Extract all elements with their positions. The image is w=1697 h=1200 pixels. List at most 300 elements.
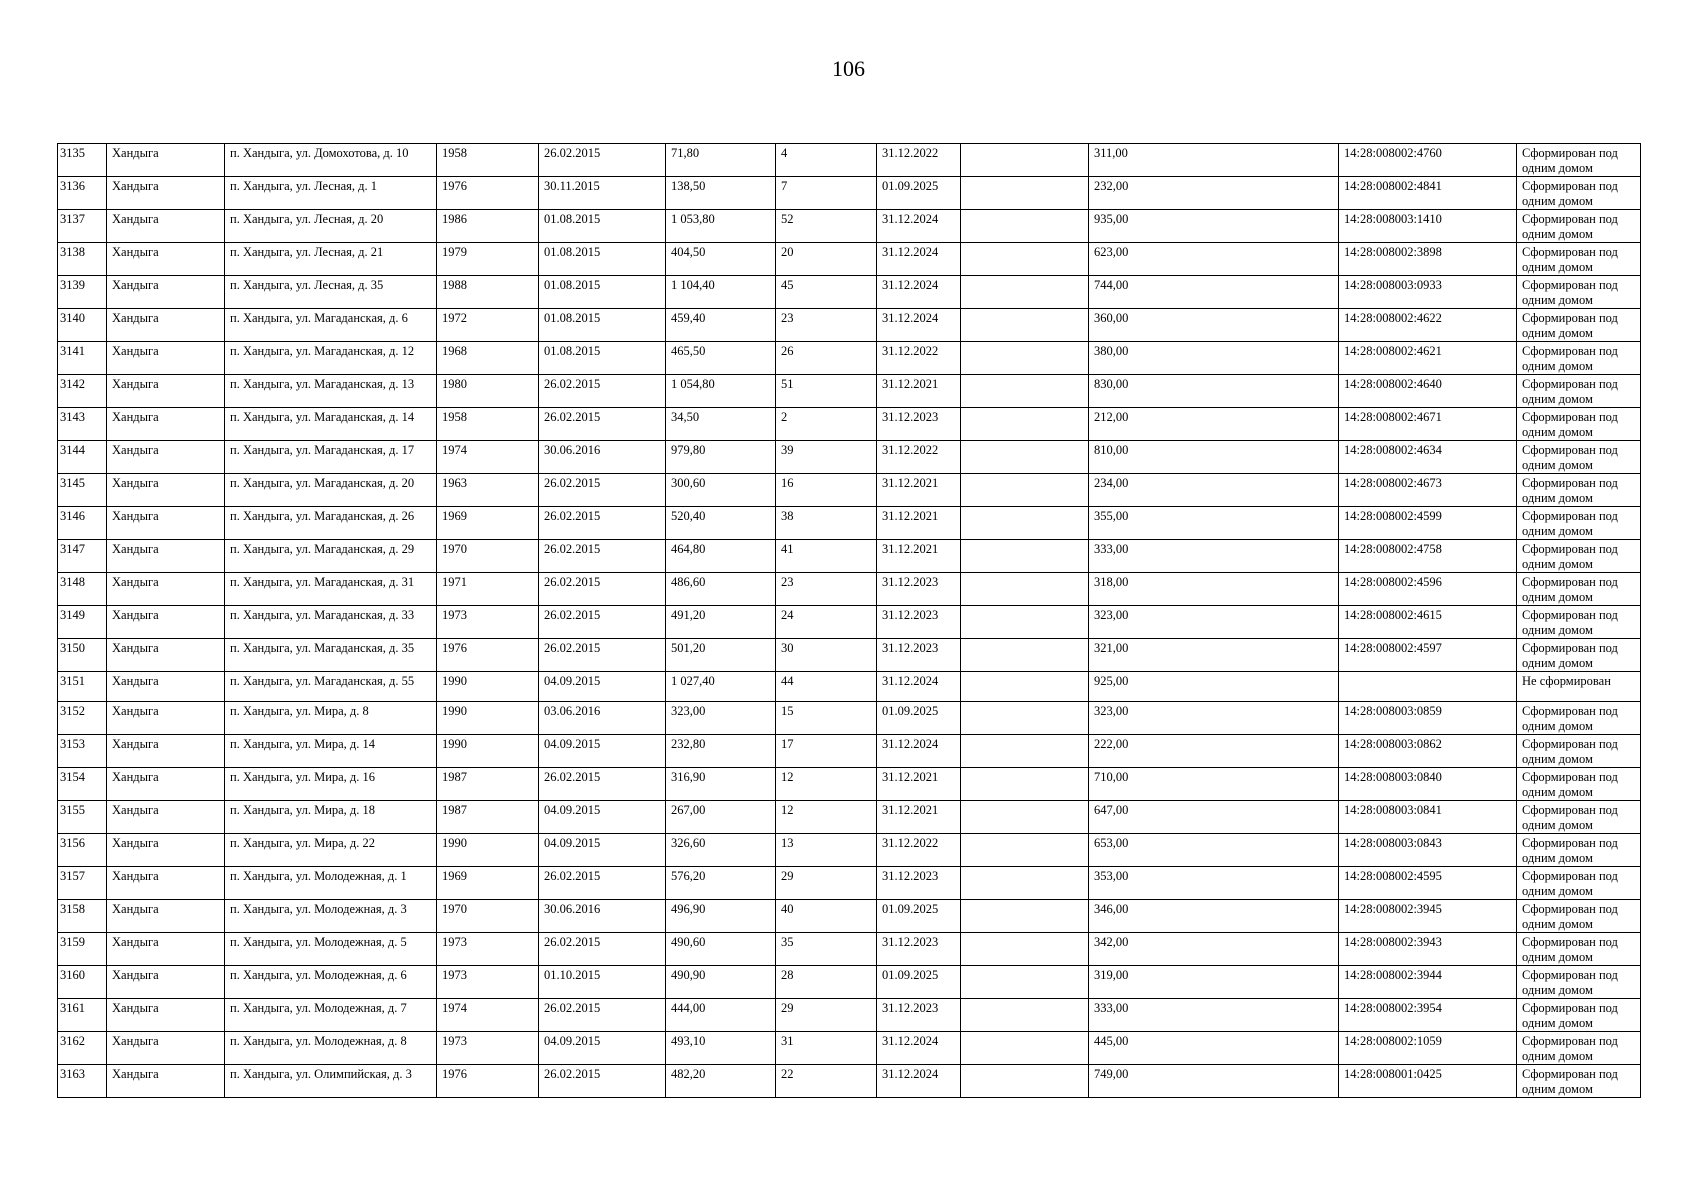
cell-build-year: 1990	[437, 672, 539, 702]
table-row	[58, 933, 1641, 966]
cell-build-year: 1980	[437, 375, 539, 408]
cell-build-year: 1976	[437, 177, 539, 210]
table-row	[58, 702, 1641, 735]
cell-area: 1 053,80	[666, 210, 776, 243]
cell-registration-date: 26.02.2015	[539, 768, 666, 801]
cell-land-status: Сформирован под одним домом	[1517, 702, 1641, 735]
cell-address: п. Хандыга, ул. Магаданская, д. 55	[225, 672, 437, 702]
cell-land-area: 323,00	[1089, 606, 1339, 639]
cell-area: 491,20	[666, 606, 776, 639]
cell-address: п. Хандыга, ул. Молодежная, д. 8	[225, 1032, 437, 1065]
cell-cadastral-number: 14:28:008003:1410	[1339, 210, 1517, 243]
cell-residents-count: 22	[776, 1065, 877, 1098]
cell-locality: Хандыга	[107, 834, 225, 867]
cell-area: 501,20	[666, 639, 776, 672]
cell-locality: Хандыга	[107, 342, 225, 375]
housing-registry-table	[57, 143, 1641, 1098]
cell-area: 326,60	[666, 834, 776, 867]
cell-blank-field	[961, 177, 1089, 210]
cell-build-year: 1973	[437, 606, 539, 639]
table-row	[58, 900, 1641, 933]
cell-land-area: 380,00	[1089, 342, 1339, 375]
cell-build-year: 1970	[437, 900, 539, 933]
cell-land-status: Сформирован под одним домом	[1517, 639, 1641, 672]
cell-deadline-date: 31.12.2024	[877, 735, 961, 768]
table-row	[58, 834, 1641, 867]
table-row	[58, 867, 1641, 900]
table-row	[58, 210, 1641, 243]
cell-registration-date: 26.02.2015	[539, 1065, 666, 1098]
cell-locality: Хандыга	[107, 639, 225, 672]
cell-locality: Хандыга	[107, 408, 225, 441]
cell-build-year: 1971	[437, 573, 539, 606]
cell-record-number: 3154	[58, 768, 107, 801]
cell-build-year: 1969	[437, 867, 539, 900]
cell-land-status: Сформирован под одним домом	[1517, 834, 1641, 867]
cell-record-number: 3136	[58, 177, 107, 210]
cell-deadline-date: 31.12.2023	[877, 408, 961, 441]
cell-registration-date: 26.02.2015	[539, 474, 666, 507]
cell-cadastral-number: 14:28:008002:3943	[1339, 933, 1517, 966]
cell-area: 490,60	[666, 933, 776, 966]
cell-blank-field	[961, 210, 1089, 243]
cell-locality: Хандыга	[107, 441, 225, 474]
cell-build-year: 1979	[437, 243, 539, 276]
cell-deadline-date: 31.12.2023	[877, 639, 961, 672]
table-body	[58, 144, 1641, 1098]
cell-registration-date: 26.02.2015	[539, 639, 666, 672]
cell-blank-field	[961, 243, 1089, 276]
cell-build-year: 1990	[437, 735, 539, 768]
cell-record-number: 3137	[58, 210, 107, 243]
cell-land-area: 323,00	[1089, 702, 1339, 735]
cell-registration-date: 04.09.2015	[539, 672, 666, 702]
cell-registration-date: 04.09.2015	[539, 1032, 666, 1065]
cell-area: 1 054,80	[666, 375, 776, 408]
cell-land-status: Сформирован под одним домом	[1517, 801, 1641, 834]
cell-build-year: 1990	[437, 702, 539, 735]
cell-registration-date: 26.02.2015	[539, 375, 666, 408]
cell-land-area: 749,00	[1089, 1065, 1339, 1098]
cell-land-area: 360,00	[1089, 309, 1339, 342]
cell-land-status: Сформирован под одним домом	[1517, 1065, 1641, 1098]
cell-land-area: 212,00	[1089, 408, 1339, 441]
cell-cadastral-number: 14:28:008002:3945	[1339, 900, 1517, 933]
cell-land-status: Сформирован под одним домом	[1517, 900, 1641, 933]
cell-locality: Хандыга	[107, 1032, 225, 1065]
table-row	[58, 243, 1641, 276]
cell-land-area: 445,00	[1089, 1032, 1339, 1065]
cell-residents-count: 12	[776, 801, 877, 834]
cell-residents-count: 51	[776, 375, 877, 408]
cell-land-status: Сформирован под одним домом	[1517, 933, 1641, 966]
cell-deadline-date: 31.12.2022	[877, 441, 961, 474]
cell-blank-field	[961, 801, 1089, 834]
cell-registration-date: 26.02.2015	[539, 573, 666, 606]
cell-registration-date: 01.08.2015	[539, 243, 666, 276]
cell-address: п. Хандыга, ул. Лесная, д. 20	[225, 210, 437, 243]
cell-blank-field	[961, 408, 1089, 441]
cell-residents-count: 13	[776, 834, 877, 867]
cell-area: 138,50	[666, 177, 776, 210]
table-row	[58, 408, 1641, 441]
cell-address: п. Хандыга, ул. Лесная, д. 21	[225, 243, 437, 276]
cell-record-number: 3161	[58, 999, 107, 1032]
cell-land-area: 810,00	[1089, 441, 1339, 474]
cell-land-status: Сформирован под одним домом	[1517, 441, 1641, 474]
cell-locality: Хандыга	[107, 375, 225, 408]
cell-address: п. Хандыга, ул. Мира, д. 16	[225, 768, 437, 801]
cell-residents-count: 45	[776, 276, 877, 309]
cell-land-area: 355,00	[1089, 507, 1339, 540]
cell-land-area: 321,00	[1089, 639, 1339, 672]
cell-land-status: Сформирован под одним домом	[1517, 606, 1641, 639]
cell-build-year: 1958	[437, 408, 539, 441]
cell-record-number: 3145	[58, 474, 107, 507]
cell-locality: Хандыга	[107, 540, 225, 573]
cell-land-status: Сформирован под одним домом	[1517, 1032, 1641, 1065]
cell-residents-count: 40	[776, 900, 877, 933]
cell-land-area: 744,00	[1089, 276, 1339, 309]
cell-area: 464,80	[666, 540, 776, 573]
cell-registration-date: 03.06.2016	[539, 702, 666, 735]
cell-blank-field	[961, 867, 1089, 900]
cell-deadline-date: 31.12.2023	[877, 867, 961, 900]
cell-deadline-date: 01.09.2025	[877, 966, 961, 999]
cell-build-year: 1986	[437, 210, 539, 243]
cell-land-area: 333,00	[1089, 999, 1339, 1032]
cell-area: 482,20	[666, 1065, 776, 1098]
cell-address: п. Хандыга, ул. Магаданская, д. 26	[225, 507, 437, 540]
table-row	[58, 639, 1641, 672]
cell-cadastral-number: 14:28:008003:0862	[1339, 735, 1517, 768]
cell-record-number: 3144	[58, 441, 107, 474]
cell-land-area: 318,00	[1089, 573, 1339, 606]
cell-address: п. Хандыга, ул. Магаданская, д. 33	[225, 606, 437, 639]
cell-land-area: 232,00	[1089, 177, 1339, 210]
cell-residents-count: 30	[776, 639, 877, 672]
cell-land-area: 311,00	[1089, 144, 1339, 177]
cell-address: п. Хандыга, ул. Магаданская, д. 31	[225, 573, 437, 606]
cell-residents-count: 41	[776, 540, 877, 573]
cell-record-number: 3157	[58, 867, 107, 900]
cell-area: 316,90	[666, 768, 776, 801]
cell-residents-count: 23	[776, 309, 877, 342]
cell-registration-date: 01.08.2015	[539, 276, 666, 309]
cell-land-status: Сформирован под одним домом	[1517, 144, 1641, 177]
cell-locality: Хандыга	[107, 1065, 225, 1098]
table-row	[58, 999, 1641, 1032]
cell-deadline-date: 31.12.2023	[877, 999, 961, 1032]
cell-blank-field	[961, 672, 1089, 702]
cell-deadline-date: 31.12.2024	[877, 309, 961, 342]
cell-registration-date: 26.02.2015	[539, 999, 666, 1032]
cell-build-year: 1976	[437, 639, 539, 672]
cell-deadline-date: 31.12.2024	[877, 1065, 961, 1098]
cell-blank-field	[961, 702, 1089, 735]
cell-deadline-date: 31.12.2024	[877, 243, 961, 276]
cell-area: 444,00	[666, 999, 776, 1032]
cell-build-year: 1969	[437, 507, 539, 540]
cell-blank-field	[961, 639, 1089, 672]
cell-area: 34,50	[666, 408, 776, 441]
cell-area: 1 104,40	[666, 276, 776, 309]
cell-record-number: 3147	[58, 540, 107, 573]
cell-registration-date: 01.08.2015	[539, 210, 666, 243]
cell-registration-date: 26.02.2015	[539, 144, 666, 177]
cell-deadline-date: 31.12.2022	[877, 834, 961, 867]
cell-area: 576,20	[666, 867, 776, 900]
cell-area: 323,00	[666, 702, 776, 735]
cell-cadastral-number: 14:28:008002:4595	[1339, 867, 1517, 900]
cell-residents-count: 44	[776, 672, 877, 702]
cell-area: 459,40	[666, 309, 776, 342]
cell-registration-date: 26.02.2015	[539, 933, 666, 966]
cell-record-number: 3141	[58, 342, 107, 375]
cell-land-status: Сформирован под одним домом	[1517, 375, 1641, 408]
cell-deadline-date: 31.12.2021	[877, 375, 961, 408]
cell-blank-field	[961, 507, 1089, 540]
cell-locality: Хандыга	[107, 999, 225, 1032]
cell-cadastral-number: 14:28:008003:0843	[1339, 834, 1517, 867]
cell-residents-count: 39	[776, 441, 877, 474]
cell-area: 493,10	[666, 1032, 776, 1065]
cell-land-status: Сформирован под одним домом	[1517, 408, 1641, 441]
cell-cadastral-number: 14:28:008002:4615	[1339, 606, 1517, 639]
cell-deadline-date: 31.12.2024	[877, 210, 961, 243]
cell-residents-count: 15	[776, 702, 877, 735]
cell-blank-field	[961, 540, 1089, 573]
cell-deadline-date: 31.12.2023	[877, 573, 961, 606]
cell-land-area: 319,00	[1089, 966, 1339, 999]
cell-cadastral-number: 14:28:008002:4634	[1339, 441, 1517, 474]
cell-cadastral-number: 14:28:008002:3898	[1339, 243, 1517, 276]
cell-area: 404,50	[666, 243, 776, 276]
cell-deadline-date: 31.12.2021	[877, 801, 961, 834]
cell-build-year: 1990	[437, 834, 539, 867]
cell-address: п. Хандыга, ул. Молодежная, д. 3	[225, 900, 437, 933]
cell-land-area: 830,00	[1089, 375, 1339, 408]
cell-record-number: 3139	[58, 276, 107, 309]
cell-record-number: 3151	[58, 672, 107, 702]
cell-registration-date: 30.11.2015	[539, 177, 666, 210]
cell-blank-field	[961, 834, 1089, 867]
cell-registration-date: 01.08.2015	[539, 309, 666, 342]
cell-record-number: 3152	[58, 702, 107, 735]
cell-build-year: 1972	[437, 309, 539, 342]
cell-residents-count: 29	[776, 867, 877, 900]
cell-record-number: 3159	[58, 933, 107, 966]
table-row	[58, 309, 1641, 342]
cell-deadline-date: 31.12.2023	[877, 606, 961, 639]
cell-land-status: Сформирован под одним домом	[1517, 735, 1641, 768]
cell-blank-field	[961, 474, 1089, 507]
cell-land-area: 925,00	[1089, 672, 1339, 702]
cell-locality: Хандыга	[107, 474, 225, 507]
table-row	[58, 177, 1641, 210]
page-number: 106	[832, 56, 865, 81]
cell-residents-count: 26	[776, 342, 877, 375]
cell-land-status: Сформирован под одним домом	[1517, 540, 1641, 573]
cell-cadastral-number: 14:28:008001:0425	[1339, 1065, 1517, 1098]
cell-land-status: Сформирован под одним домом	[1517, 177, 1641, 210]
cell-cadastral-number: 14:28:008003:0933	[1339, 276, 1517, 309]
cell-residents-count: 52	[776, 210, 877, 243]
cell-address: п. Хандыга, ул. Магаданская, д. 13	[225, 375, 437, 408]
cell-land-status: Сформирован под одним домом	[1517, 243, 1641, 276]
cell-record-number: 3158	[58, 900, 107, 933]
cell-area: 490,90	[666, 966, 776, 999]
cell-deadline-date: 31.12.2024	[877, 1032, 961, 1065]
table-row	[58, 507, 1641, 540]
cell-land-status: Сформирован под одним домом	[1517, 867, 1641, 900]
cell-record-number: 3138	[58, 243, 107, 276]
cell-cadastral-number: 14:28:008003:0859	[1339, 702, 1517, 735]
cell-blank-field	[961, 1065, 1089, 1098]
cell-land-status: Сформирован под одним домом	[1517, 507, 1641, 540]
table-row	[58, 474, 1641, 507]
cell-address: п. Хандыга, ул. Лесная, д. 35	[225, 276, 437, 309]
cell-address: п. Хандыга, ул. Мира, д. 8	[225, 702, 437, 735]
cell-record-number: 3150	[58, 639, 107, 672]
cell-land-status: Сформирован под одним домом	[1517, 276, 1641, 309]
cell-cadastral-number: 14:28:008002:4596	[1339, 573, 1517, 606]
cell-area: 465,50	[666, 342, 776, 375]
cell-blank-field	[961, 342, 1089, 375]
cell-locality: Хандыга	[107, 507, 225, 540]
cell-locality: Хандыга	[107, 672, 225, 702]
cell-address: п. Хандыга, ул. Мира, д. 14	[225, 735, 437, 768]
cell-land-area: 653,00	[1089, 834, 1339, 867]
table-row	[58, 735, 1641, 768]
cell-record-number: 3155	[58, 801, 107, 834]
cell-land-area: 935,00	[1089, 210, 1339, 243]
cell-land-area: 234,00	[1089, 474, 1339, 507]
cell-build-year: 1987	[437, 801, 539, 834]
cell-record-number: 3143	[58, 408, 107, 441]
cell-record-number: 3162	[58, 1032, 107, 1065]
cell-build-year: 1973	[437, 933, 539, 966]
cell-locality: Хандыга	[107, 210, 225, 243]
cell-land-status: Сформирован под одним домом	[1517, 999, 1641, 1032]
cell-residents-count: 16	[776, 474, 877, 507]
cell-residents-count: 24	[776, 606, 877, 639]
cell-record-number: 3140	[58, 309, 107, 342]
cell-residents-count: 20	[776, 243, 877, 276]
cell-land-status: Сформирован под одним домом	[1517, 966, 1641, 999]
cell-land-area: 353,00	[1089, 867, 1339, 900]
table-row	[58, 801, 1641, 834]
cell-registration-date: 26.02.2015	[539, 606, 666, 639]
cell-residents-count: 28	[776, 966, 877, 999]
cell-locality: Хандыга	[107, 276, 225, 309]
cell-build-year: 1987	[437, 768, 539, 801]
cell-registration-date: 30.06.2016	[539, 441, 666, 474]
cell-residents-count: 23	[776, 573, 877, 606]
cell-deadline-date: 01.09.2025	[877, 900, 961, 933]
cell-registration-date: 04.09.2015	[539, 735, 666, 768]
table-row	[58, 672, 1641, 702]
cell-land-area: 342,00	[1089, 933, 1339, 966]
cell-cadastral-number: 14:28:008002:4597	[1339, 639, 1517, 672]
cell-locality: Хандыга	[107, 606, 225, 639]
cell-area: 520,40	[666, 507, 776, 540]
cell-address: п. Хандыга, ул. Магаданская, д. 17	[225, 441, 437, 474]
cell-cadastral-number: 14:28:008002:4673	[1339, 474, 1517, 507]
cell-residents-count: 2	[776, 408, 877, 441]
cell-area: 300,60	[666, 474, 776, 507]
cell-cadastral-number: 14:28:008002:4640	[1339, 375, 1517, 408]
cell-area: 486,60	[666, 573, 776, 606]
cell-build-year: 1976	[437, 1065, 539, 1098]
cell-locality: Хандыга	[107, 309, 225, 342]
cell-cadastral-number: 14:28:008002:3954	[1339, 999, 1517, 1032]
cell-address: п. Хандыга, ул. Домохотова, д. 10	[225, 144, 437, 177]
cell-record-number: 3146	[58, 507, 107, 540]
cell-build-year: 1958	[437, 144, 539, 177]
cell-residents-count: 38	[776, 507, 877, 540]
table-row	[58, 540, 1641, 573]
cell-blank-field	[961, 1032, 1089, 1065]
cell-deadline-date: 31.12.2024	[877, 672, 961, 702]
cell-record-number: 3135	[58, 144, 107, 177]
cell-cadastral-number: 14:28:008002:3944	[1339, 966, 1517, 999]
cell-address: п. Хандыга, ул. Магаданская, д. 35	[225, 639, 437, 672]
cell-address: п. Хандыга, ул. Магаданская, д. 14	[225, 408, 437, 441]
cell-locality: Хандыга	[107, 702, 225, 735]
cell-area: 232,80	[666, 735, 776, 768]
cell-record-number: 3163	[58, 1065, 107, 1098]
cell-land-status: Сформирован под одним домом	[1517, 768, 1641, 801]
cell-area: 979,80	[666, 441, 776, 474]
cell-blank-field	[961, 735, 1089, 768]
cell-blank-field	[961, 900, 1089, 933]
cell-blank-field	[961, 276, 1089, 309]
cell-area: 71,80	[666, 144, 776, 177]
table-row	[58, 573, 1641, 606]
cell-address: п. Хандыга, ул. Магаданская, д. 29	[225, 540, 437, 573]
cell-land-area: 333,00	[1089, 540, 1339, 573]
cell-residents-count: 4	[776, 144, 877, 177]
cell-registration-date: 04.09.2015	[539, 801, 666, 834]
cell-locality: Хандыга	[107, 801, 225, 834]
cell-locality: Хандыга	[107, 900, 225, 933]
cell-land-status: Сформирован под одним домом	[1517, 309, 1641, 342]
cell-build-year: 1974	[437, 441, 539, 474]
cell-locality: Хандыга	[107, 144, 225, 177]
cell-address: п. Хандыга, ул. Олимпийская, д. 3	[225, 1065, 437, 1098]
table-row	[58, 276, 1641, 309]
cell-land-status: Сформирован под одним домом	[1517, 573, 1641, 606]
cell-cadastral-number: 14:28:008002:4758	[1339, 540, 1517, 573]
cell-residents-count: 7	[776, 177, 877, 210]
cell-build-year: 1988	[437, 276, 539, 309]
cell-land-status: Сформирован под одним домом	[1517, 210, 1641, 243]
cell-cadastral-number: 14:28:008002:4841	[1339, 177, 1517, 210]
cell-land-status: Не сформирован	[1517, 672, 1641, 702]
cell-registration-date: 26.02.2015	[539, 540, 666, 573]
table-row	[58, 375, 1641, 408]
cell-deadline-date: 31.12.2021	[877, 540, 961, 573]
cell-blank-field	[961, 606, 1089, 639]
cell-address: п. Хандыга, ул. Молодежная, д. 7	[225, 999, 437, 1032]
cell-residents-count: 35	[776, 933, 877, 966]
cell-deadline-date: 01.09.2025	[877, 702, 961, 735]
cell-registration-date: 01.08.2015	[539, 342, 666, 375]
cell-cadastral-number: 14:28:008003:0841	[1339, 801, 1517, 834]
cell-locality: Хандыга	[107, 966, 225, 999]
cell-build-year: 1974	[437, 999, 539, 1032]
